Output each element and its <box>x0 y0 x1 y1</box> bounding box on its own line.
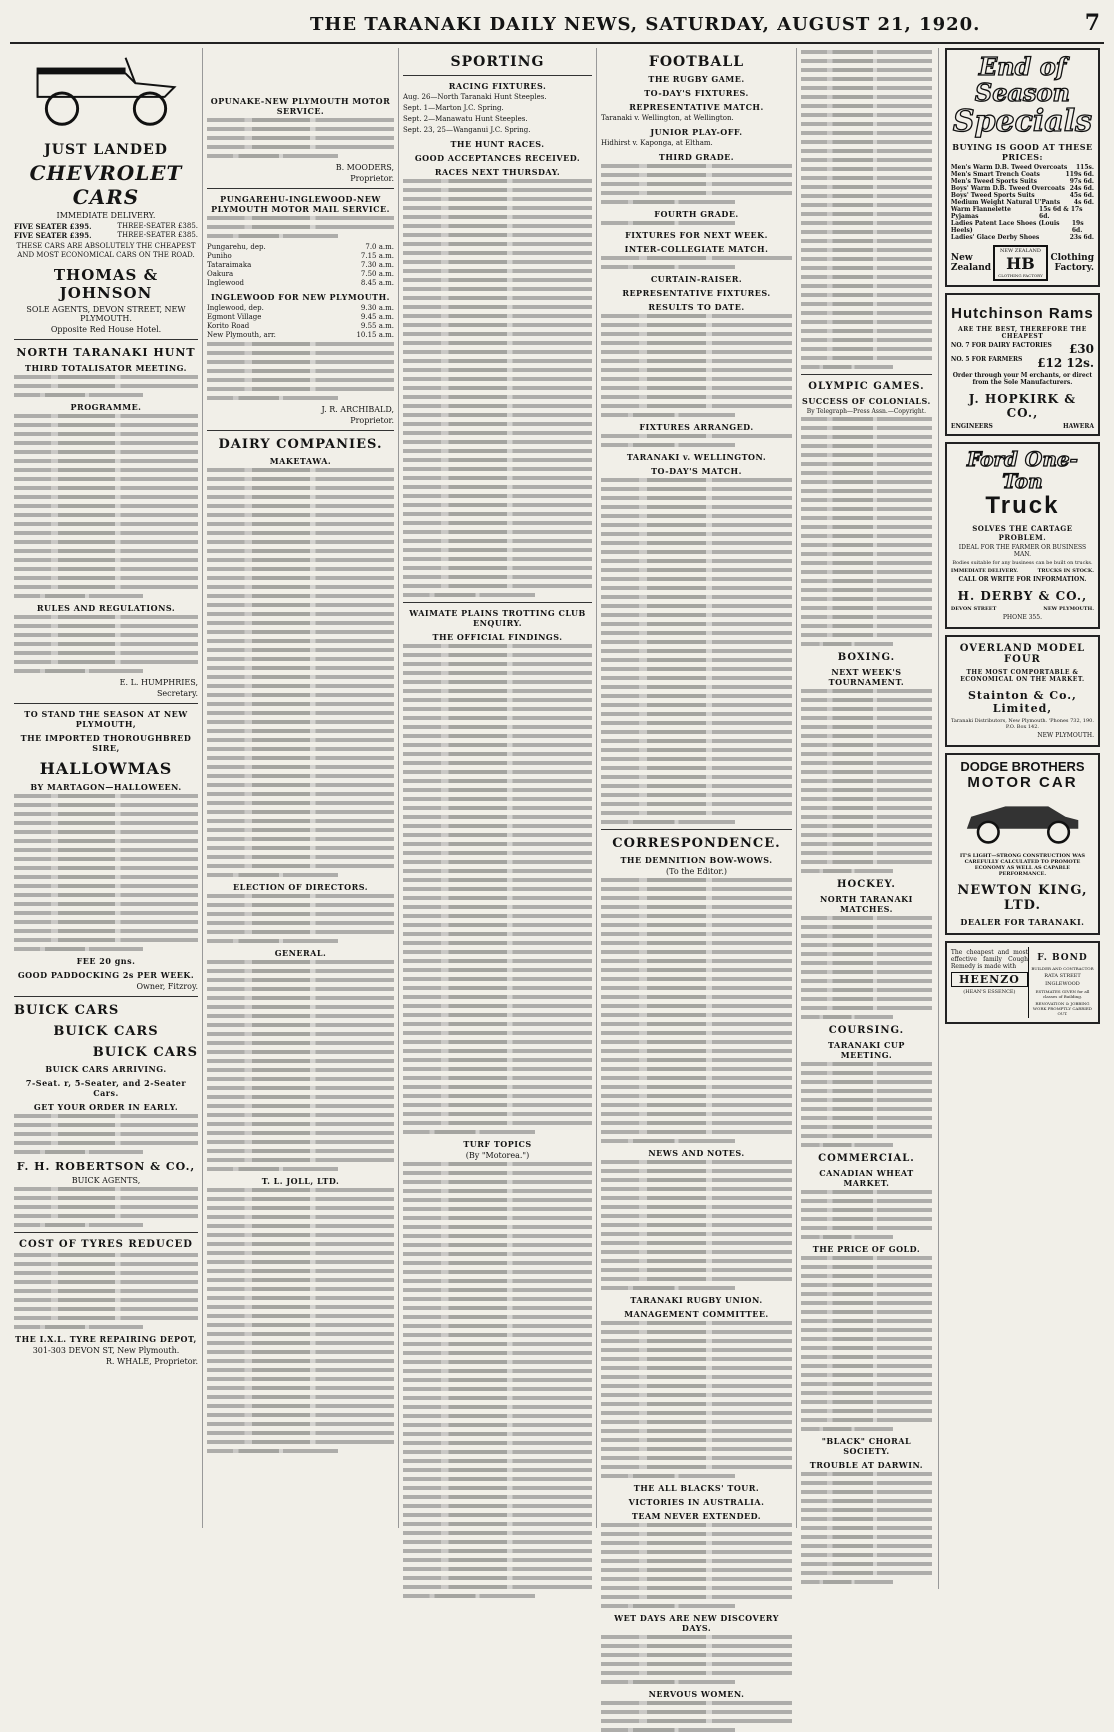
bond-ad <box>1028 947 1094 1018</box>
buick-line-2: BUICK CARS <box>53 1024 159 1039</box>
union-text <box>601 1321 792 1478</box>
hunt-rules: RULES AND REGULATIONS. <box>36 603 176 613</box>
ford-stock: TRUCKS IN STOCK. <box>1037 568 1094 574</box>
ford-script: Ford One-Ton <box>966 447 1078 493</box>
stand-text <box>14 794 198 951</box>
olympic-title: OLYMPIC GAMES. <box>808 381 925 392</box>
findings-heading: THE OFFICIAL FINDINGS. <box>432 632 563 642</box>
dodge-ad <box>945 753 1100 935</box>
choral-title: "BLACK" CHORAL SOCIETY. <box>821 1436 912 1456</box>
price-row <box>951 220 1094 234</box>
time: 7.50 a.m. <box>360 270 394 278</box>
timetable-row <box>207 313 394 322</box>
tyres-depot: THE I.X.L. TYRE REPAIRING DEPOT, <box>15 1334 197 1344</box>
chevrolet-firm: THOMAS & JOHNSON <box>53 266 159 302</box>
masthead <box>10 8 1104 44</box>
turf-topics-heading: TURF TOPICS <box>463 1139 532 1149</box>
hb-logo-mark: HB <box>1006 254 1035 273</box>
sporting-text-2 <box>403 644 592 1134</box>
hockey-title: HOCKEY. <box>837 879 896 890</box>
overland-sub: THE MOST COMPORTABLE & ECONOMICAL ON THE MARKET. <box>960 669 1085 683</box>
dairy-title: DAIRY COMPANIES. <box>218 437 383 452</box>
bond-estimates: ESTIMATES GIVEN for all classes of Building. <box>1035 989 1090 999</box>
mail-signed: J. R. ARCHIBALD, <box>321 405 394 414</box>
place: Inglewood <box>207 279 245 287</box>
stainton-firm: Stainton & Co., Limited, <box>967 689 1077 715</box>
overland-title: OVERLAND MODEL FOUR <box>959 643 1086 665</box>
fixtures-arranged-heading: FIXTURES ARRANGED. <box>639 422 754 432</box>
specials-ad <box>945 48 1100 287</box>
match-line: Hidhirst v. Kaponga, at Eltham. <box>601 139 713 147</box>
timetable-row <box>207 279 394 288</box>
stand-sub: THE IMPORTED THOROUGHBRED SIRE, <box>20 733 192 753</box>
column-2 <box>203 48 399 1528</box>
bond-role: BUILDER AND CONTRACTOR <box>1031 966 1094 971</box>
item-name: Men's Warm D.B. Tweed Overcoats <box>950 164 1068 171</box>
inter-collegiate-heading: INTER-COLLEGIATE MATCH. <box>624 244 769 254</box>
buick-line-3: BUICK CARS <box>92 1045 198 1060</box>
results-text <box>601 314 792 417</box>
rugby-heading: THE RUGBY GAME. <box>648 74 745 84</box>
olympic-text <box>801 417 932 646</box>
rep-match-heading: REPRESENTATIVE MATCH. <box>629 102 764 112</box>
item-price: 4s 6d. <box>1073 199 1094 206</box>
todays-match-heading: TO-DAY'S MATCH. <box>651 466 742 476</box>
hockey-text <box>801 916 932 1019</box>
football-title: FOOTBALL <box>648 54 745 70</box>
time: 7.15 a.m. <box>360 252 394 260</box>
place: New Plymouth, arr. <box>207 331 276 339</box>
hunt-signed: E. L. HUMPHRIES, <box>119 678 198 687</box>
hb-footer <box>951 245 1094 281</box>
acceptances-heading: GOOD ACCEPTANCES RECEIVED. <box>414 153 581 163</box>
divider <box>14 1232 198 1233</box>
match-text <box>601 478 792 824</box>
derby-street: DEVON STREET <box>950 606 997 612</box>
boxing-sub: NEXT WEEK'S TOURNAMENT. <box>828 667 905 687</box>
rams-ad <box>945 293 1100 436</box>
divider <box>403 75 592 76</box>
timetable-outbound <box>207 243 394 288</box>
hopkirk-firm: J. HOPKIRK & CO., <box>968 392 1077 420</box>
buick-seats: 7-Seat. r, 5-Seater, and 2-Seater Cars. <box>25 1078 187 1098</box>
bond-name: F. BOND <box>1037 953 1088 963</box>
derby-town: NEW PLYMOUTH. <box>1043 606 1094 612</box>
item-price: 19s 6d. <box>1071 220 1084 234</box>
fourth-grade-heading: FOURTH GRADE. <box>654 209 739 219</box>
wet-days-text <box>601 1635 792 1684</box>
item-name: Men's Tweed Sports Suits <box>950 178 1037 185</box>
timetable-row <box>207 252 394 261</box>
bond-town: INGLEWOOD <box>1045 981 1080 987</box>
return-title: INGLEWOOD FOR NEW PLYMOUTH. <box>211 292 390 302</box>
buick-arriving: BUICK CARS ARRIVING. <box>45 1064 167 1074</box>
rams-row-1 <box>951 342 1094 356</box>
timetable-row <box>207 331 394 340</box>
three-seater-price: THREE-SEATER £385. <box>117 222 198 230</box>
item-name: Men's Smart Trench Coats <box>950 171 1040 178</box>
todays-fixtures-heading: TO-DAY'S FIXTURES. <box>644 88 749 98</box>
clothing-label: Clothing Factory. <box>1050 253 1094 273</box>
price-row <box>951 164 1094 171</box>
fixture: Aug. 26—North Taranaki Hunt Steeples. <box>403 93 547 101</box>
timetable-return <box>207 304 394 340</box>
buick-firm: F. H. ROBERTSON & CO., <box>16 1160 196 1173</box>
match-line: Taranaki v. Wellington, at Wellington. <box>601 114 734 122</box>
results-heading: RESULTS TO DATE. <box>648 302 745 312</box>
bond-renovation: RENOVATION & JOBBING WORK PROMPTLY CARRIED OUT. <box>1032 1001 1093 1016</box>
column-3 <box>399 48 597 1528</box>
chevrolet-price-row-1 <box>14 222 198 231</box>
dairy-text-1 <box>207 468 394 877</box>
derby-address <box>951 606 1094 612</box>
item-name: Ladies' Glace Derby Shoes <box>950 234 1040 241</box>
item-price: 24s 6d. <box>1069 185 1094 192</box>
wet-days-heading: WET DAYS ARE NEW DISCOVERY DAYS. <box>614 1613 779 1633</box>
item-name: Boys' Warm D.B. Tweed Overcoats <box>950 185 1066 192</box>
place: Korito Road <box>207 322 250 330</box>
buick-line-1: BUICK CARS <box>14 1003 120 1018</box>
hunt-text <box>14 375 198 397</box>
horse-name: HALLOWMAS <box>39 759 173 778</box>
rams-order: Order through your M erchants, or direct from the Sole Manufacturers. <box>952 372 1093 386</box>
price-row <box>951 171 1094 178</box>
correspondence-text <box>601 878 792 1143</box>
hb-logo <box>993 245 1048 281</box>
mail-notes <box>207 342 394 400</box>
chevrolet-car-illustration <box>14 48 198 136</box>
derby-phone: PHONE 355. <box>1002 614 1042 621</box>
mail-service-text <box>207 216 394 238</box>
five-seater-price-2: FIVE SEATER £395. <box>14 231 92 240</box>
dodge-tag: IT'S LIGHT—STRONG CONSTRUCTION WAS CAREFULLY CALCULATED TO PROMOTE ECONOMY AS WELL AS CAPABLE PERFORMANCE. <box>959 853 1086 877</box>
right-ads <box>939 48 1100 1589</box>
fourth-grade-text <box>601 221 792 225</box>
item-name: Medium Weight Natural U'Pants <box>950 199 1061 206</box>
place: Puniho <box>207 252 232 260</box>
price-row <box>951 178 1094 185</box>
specials-script-2: Specials <box>952 104 1092 139</box>
rugby-union-heading: TARANAKI RUGBY UNION. <box>630 1295 763 1305</box>
column-5 <box>797 48 1104 1528</box>
hopkirk-town: HAWERA <box>1063 423 1094 430</box>
price-row <box>951 206 1094 220</box>
divider <box>14 996 198 997</box>
time: 8.45 a.m. <box>360 279 394 287</box>
chevrolet-tagline: THESE CARS ARE ABSOLUTELY THE CHEAPEST AND MOST ECONOMICAL CARS ON THE ROAD. <box>16 242 196 259</box>
sport-text-top <box>801 50 932 369</box>
timetable-row <box>207 261 394 270</box>
right-news-strip <box>801 48 939 1589</box>
rams-model: NO. 7 FOR DAIRY FACTORIES <box>950 342 1052 349</box>
rams-model: NO. 5 FOR FARMERS <box>950 356 1023 363</box>
turf-byline: (By "Motorea.") <box>465 1151 530 1160</box>
derby-firm: H. DERBY & CO., <box>957 589 1088 603</box>
dodge-car-illustration <box>951 791 1094 851</box>
three-seater-price-2: THREE-SEATER £385. <box>117 231 198 239</box>
dairy-election: ELECTION OF DIRECTORS. <box>232 882 369 892</box>
time: 7.0 a.m. <box>365 243 394 251</box>
gold-text <box>801 1256 932 1431</box>
place: Egmont Village <box>207 313 262 321</box>
mail-service-title: PUNGAREHU-INGLEWOOD-NEW PLYMOUTH MOTOR MAIL SERVICE. <box>211 194 390 214</box>
hopkirk-footer <box>951 423 1094 430</box>
nervous-text <box>601 1701 792 1732</box>
buick-text <box>14 1114 198 1154</box>
time: 9.55 a.m. <box>360 322 394 330</box>
divider <box>207 430 394 431</box>
olympic-sub: SUCCESS OF COLONIALS. <box>802 396 931 406</box>
dairy-maketawa: MAKETAWA. <box>269 456 332 466</box>
remedy-brand-sub: (HEAN'S ESSENCE) <box>963 989 1016 995</box>
dairy-text-4 <box>207 1188 394 1453</box>
chevrolet-opposite: Opposite Red House Hotel. <box>50 325 162 334</box>
dodge-title: DODGE BROTHERS <box>960 759 1085 774</box>
timetable-row <box>207 243 394 252</box>
racing-fixtures-heading: RACING FIXTURES. <box>448 81 547 91</box>
wheat-text <box>801 1190 932 1239</box>
time: 9.30 a.m. <box>360 304 394 312</box>
divider <box>801 374 932 375</box>
news-text <box>601 1160 792 1290</box>
boxing-text <box>801 689 932 873</box>
grazing: GOOD PADDOCKING 2s PER WEEK. <box>17 970 195 980</box>
nervous-heading: NERVOUS WOMEN. <box>648 1689 745 1699</box>
masthead-title: THE TARANAKI DAILY NEWS, SATURDAY, AUGUST 21, 1920. <box>310 14 981 35</box>
fixture: Sept. 2—Manawatu Hunt Steeples. <box>403 115 528 123</box>
collegiate-text <box>601 256 792 269</box>
item-name: Warm Flannelette Pyjamas <box>950 206 1012 220</box>
motor-title: OPUNAKE-NEW PLYMOUTH MOTOR SERVICE. <box>210 96 391 116</box>
dairy-text-2 <box>207 894 394 943</box>
nz-label: New Zealand <box>950 253 992 273</box>
management-heading: MANAGEMENT COMMITTEE. <box>624 1309 769 1319</box>
item-price: 15s 6d & 17s 6d. <box>1039 206 1083 220</box>
sporting-text-1 <box>403 179 592 597</box>
gold-sub: THE PRICE OF GOLD. <box>812 1244 921 1254</box>
item-price: 97s 6d. <box>1069 178 1094 185</box>
time: 10.15 a.m. <box>356 331 394 339</box>
dairy-joll: T. L. JOLL, LTD. <box>261 1176 340 1186</box>
chevrolet-headline: CHEVROLET CARS <box>29 161 183 209</box>
victories-heading: VICTORIES IN AUSTRALIA. <box>628 1497 765 1507</box>
hunt-title: NORTH TARANAKI HUNT <box>16 346 196 359</box>
item-price: 45s 6d. <box>1069 192 1094 199</box>
hopkirk-engineers: ENGINEERS <box>950 423 993 430</box>
dairy-general: GENERAL. <box>274 948 327 958</box>
dairy-text-3 <box>207 960 394 1171</box>
tyres-address: 301-303 DEVON ST, New Plymouth. <box>32 1346 180 1355</box>
chevrolet-intro: JUST LANDED <box>44 142 168 158</box>
correspondence-title: CORRESPONDENCE. <box>612 836 781 851</box>
price-row <box>951 185 1094 192</box>
specials-script-1: End of Season <box>974 52 1070 107</box>
ford-bodies: Bodies suitable for any business can be built on trucks. <box>952 560 1093 566</box>
stand-title: TO STAND THE SEASON AT NEW PLYMOUTH, <box>24 709 188 729</box>
mail-role: Proprietor. <box>350 416 394 425</box>
dodge-sub: MOTOR CAR <box>967 774 1078 791</box>
sporting-title: SPORTING <box>450 54 545 70</box>
ford-call: CALL OR WRITE FOR INFORMATION. <box>958 576 1087 583</box>
arranged-text <box>601 434 792 447</box>
coursing-title: COURSING. <box>828 1025 905 1036</box>
taranaki-wellington-heading: TARANAKI v. WELLINGTON. <box>626 452 767 462</box>
coursing-sub: TARANAKI CUP MEETING. <box>827 1040 905 1060</box>
bond-street: RATA STREET <box>1044 973 1081 979</box>
rams-price: £30 <box>1068 342 1094 356</box>
item-price: 23s 6d. <box>1069 234 1094 241</box>
ford-delivery: IMMEDIATE DELIVERY. <box>950 568 1019 574</box>
hunt-meeting: THIRD TOTALISATOR MEETING. <box>25 363 187 373</box>
motor-text <box>207 118 394 158</box>
team-heading: TEAM NEVER EXTENDED. <box>631 1511 762 1521</box>
price-row <box>951 192 1094 199</box>
page-number: 7 <box>1084 10 1100 36</box>
buick-note <box>14 1187 198 1227</box>
motor-signed: B. MOODERS, <box>335 163 394 172</box>
place: Tataraimaka <box>207 261 252 269</box>
place: Pungarehu, dep. <box>207 243 266 251</box>
hunt-programme: PROGRAMME. <box>70 402 142 412</box>
hb-logo-top: NEW ZEALAND <box>1000 248 1041 254</box>
wheat-sub: CANADIAN WHEAT MARKET. <box>819 1168 914 1188</box>
divider <box>14 339 198 340</box>
remedy-text: The cheapest and most effective family Cough Remedy is made with <box>950 949 1028 970</box>
divider <box>601 829 792 830</box>
remedy-left <box>951 947 1028 1018</box>
third-grade-heading: THIRD GRADE. <box>658 152 735 162</box>
hb-logo-bottom: CLOTHING FACTORY <box>998 273 1043 278</box>
column-1 <box>10 48 203 1528</box>
overland-ad <box>945 635 1100 747</box>
buick-order: GET YOUR ORDER IN EARLY. <box>33 1102 179 1112</box>
hockey-sub: NORTH TARANAKI MATCHES. <box>819 894 913 914</box>
tour-text <box>601 1523 792 1608</box>
coursing-text <box>801 1062 932 1147</box>
stainton-town: NEW PLYMOUTH. <box>1037 732 1094 739</box>
stud-fee: FEE 20 gns. <box>76 956 136 966</box>
horse-breeding: BY MARTAGON—HALLOWEEN. <box>30 782 182 792</box>
divider <box>14 703 198 704</box>
buick-agents: BUICK AGENTS, <box>71 1176 141 1185</box>
divider <box>207 188 394 189</box>
programme-text <box>14 414 198 598</box>
price-row <box>951 199 1094 206</box>
time: 7.30 a.m. <box>360 261 394 269</box>
fixture: Sept. 23, 25—Wanganui J.C. Spring. <box>403 126 531 134</box>
timetable-row <box>207 322 394 331</box>
tyres-title: COST OF TYRES REDUCED <box>19 1239 193 1250</box>
curtain-raiser-heading: CURTAIN-RAISER. <box>650 274 743 284</box>
ford-delivery-row <box>951 568 1094 574</box>
to-editor: (To the Editor.) <box>666 867 727 876</box>
boxing-title: BOXING. <box>837 652 896 663</box>
rams-price: £12 12s. <box>1037 356 1094 370</box>
rams-row-2 <box>951 356 1094 370</box>
news-notes-heading: NEWS AND NOTES. <box>648 1148 745 1158</box>
hunt-races-heading: THE HUNT RACES. <box>450 139 545 149</box>
timetable-row <box>207 270 394 279</box>
item-name: Ladies Patent Lace Shoes (Louis Heels) <box>950 220 1060 234</box>
races-thursday-heading: RACES NEXT THURSDAY. <box>434 167 561 177</box>
tyres-proprietor: R. WHALE, Proprietor. <box>105 1357 198 1366</box>
all-blacks-heading: THE ALL BLACKS' TOUR. <box>633 1483 760 1493</box>
ford-ideal: IDEAL FOR THE FARMER OR BUSINESS MAN. <box>958 544 1087 558</box>
choral-text <box>801 1472 932 1584</box>
stand-owner: Owner, Fitzroy. <box>136 982 198 991</box>
ford-solves: SOLVES THE CARTAGE PROBLEM. <box>972 524 1073 542</box>
motor-role: Proprietor. <box>350 174 394 183</box>
remedy-ad <box>945 941 1100 1024</box>
five-seater-price: FIVE SEATER £395. <box>14 222 92 231</box>
place: Inglewood, dep. <box>207 304 264 312</box>
item-price: 115s. <box>1076 164 1094 171</box>
timetable-row <box>207 304 394 313</box>
item-price: 119s 6d. <box>1065 171 1094 178</box>
price-row <box>951 234 1094 241</box>
tyres-text <box>14 1253 198 1329</box>
waimate-heading: WAIMATE PLAINS TROTTING CLUB ENQUIRY. <box>409 608 586 628</box>
chevrolet-agents: SOLE AGENTS, DEVON STREET, NEW PLYMOUTH. <box>26 305 186 323</box>
correspondence-sub: THE DEMNITION BOW-WOWS. <box>620 855 773 865</box>
third-grade-text <box>601 164 792 204</box>
fixture: Sept. 1—Marton J.C. Spring. <box>403 104 504 112</box>
hunt-role: Secretary. <box>156 689 198 698</box>
chevrolet-delivery: IMMEDIATE DELIVERY. <box>56 211 156 220</box>
column-4 <box>597 48 797 1699</box>
newton-king-firm: NEWTON KING, LTD. <box>957 883 1088 913</box>
rams-sub: ARE THE BEST, THEREFORE THE CHEAPEST <box>958 326 1087 340</box>
ford-truck: Truck <box>985 492 1060 519</box>
stainton-dist: Taranaki Distributors, New Plymouth. 'Phones 732, 190. P.O. Box 142. <box>950 718 1094 730</box>
commercial-title: COMMERCIAL. <box>818 1153 915 1164</box>
junior-heading: JUNIOR PLAY-OFF. <box>650 127 743 137</box>
rep-fixtures-heading: REPRESENTATIVE FIXTURES. <box>622 288 771 298</box>
divider <box>403 602 592 603</box>
place: Oakura <box>207 270 234 278</box>
remedy-brand: HEENZO <box>951 972 1028 987</box>
rules-text <box>14 615 198 673</box>
rams-title: Hutchinson Rams <box>951 305 1094 322</box>
buying-line: BUYING IS GOOD AT THESE PRICES: <box>952 142 1093 162</box>
olympic-byline: By Telegraph—Press Assn.—Copyright. <box>806 408 927 415</box>
sporting-text-3 <box>403 1162 592 1598</box>
choral-sub: TROUBLE AT DARWIN. <box>809 1460 924 1470</box>
newton-king-dealer: DEALER FOR TARANAKI. <box>960 917 1085 927</box>
ford-ad <box>945 442 1100 629</box>
item-name: Boys' Tweed Sports Suits <box>950 192 1035 199</box>
time: 9.45 a.m. <box>360 313 394 321</box>
next-week-heading: FIXTURES FOR NEXT WEEK. <box>625 230 768 240</box>
chevrolet-price-row-2 <box>14 231 198 240</box>
